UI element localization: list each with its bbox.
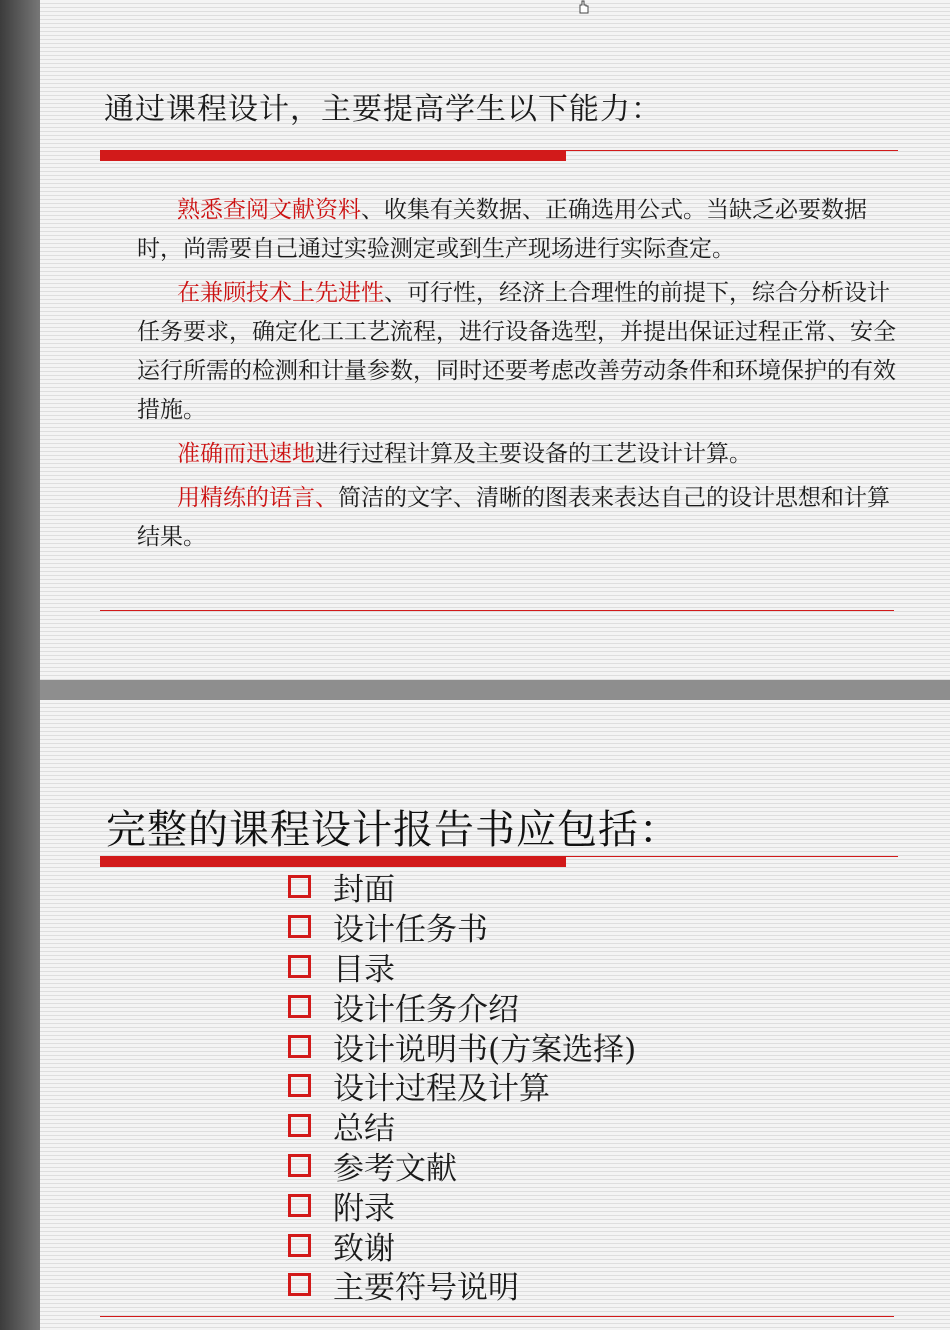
- checkbox-bullet-icon: [288, 1234, 311, 1257]
- paragraph-text: 、收集有关数据、正确选用公式。当缺乏必要数据时，尚需要自己通过实验测定或到生产现场进行实际查定。: [137, 197, 867, 262]
- list-item-label: 设计任务书: [333, 912, 488, 949]
- list-item: [288, 1066, 636, 1106]
- list-item: [288, 1225, 636, 1265]
- list-item-label: 封面: [333, 872, 395, 909]
- bottom-divider: [100, 610, 894, 611]
- highlight-text: 准确而迅速地: [177, 441, 315, 467]
- title-underline-thin: [566, 856, 898, 857]
- list-item: [288, 907, 636, 947]
- paragraph: [137, 191, 911, 269]
- list-item: [288, 986, 636, 1026]
- checkbox-bullet-icon: [288, 1035, 311, 1058]
- list-item: [288, 1265, 636, 1305]
- slide-title: 通过课程设计，主要提高学生以下能力：: [104, 92, 662, 127]
- list-item: [288, 1106, 636, 1146]
- paragraph: [137, 274, 911, 430]
- list-item: [288, 1026, 636, 1066]
- paragraph-text: 进行过程计算及主要设备的工艺设计计算。: [315, 441, 752, 467]
- list-item: [288, 1146, 636, 1186]
- checkbox-bullet-icon: [288, 915, 311, 938]
- highlight-text: 在兼顾技术上先进性: [177, 280, 384, 306]
- list-item: [288, 1185, 636, 1225]
- list-item-label: 目录: [333, 952, 395, 988]
- slide-report-contents: [40, 700, 950, 1330]
- list-item-label: 致谢: [333, 1230, 395, 1267]
- checkbox-bullet-icon: [288, 1074, 311, 1097]
- bottom-divider: [100, 1316, 894, 1317]
- paragraph-text: 简洁的文字、清晰的图表来表达自己的设计思想和计算结果。: [137, 485, 890, 550]
- slide-title: 完整的课程设计报告书应包括：: [106, 807, 680, 853]
- highlight-text: 用精练的语言、: [177, 485, 338, 511]
- title-underline-thick: [100, 150, 566, 161]
- slide-abilities: [40, 0, 950, 680]
- list-item-label: 总结: [333, 1111, 395, 1148]
- list-item-label: 设计说明书(方案选择): [333, 1031, 637, 1068]
- paragraph: [137, 479, 911, 557]
- checkbox-bullet-icon: [288, 995, 311, 1018]
- contents-list: [288, 867, 636, 1305]
- checkbox-bullet-icon: [288, 1154, 311, 1177]
- paragraph: [137, 435, 911, 474]
- highlight-text: 熟悉查阅文献资料: [177, 197, 361, 223]
- paragraph-text: 、可行性，经济上合理性的前提下，综合分析设计任务要求，确定化工工艺流程，进行设备选型，并提出保证过程正常、安全运行所需的检测和计量参数，同时还要考虑改善劳动条件和环境保护的有效措施。: [137, 280, 896, 423]
- checkbox-bullet-icon: [288, 1114, 311, 1137]
- checkbox-bullet-icon: [288, 955, 311, 978]
- list-item-label: 设计过程及计算: [333, 1071, 550, 1108]
- left-dark-strip: [0, 0, 40, 1330]
- list-item-label: 设计任务介绍: [333, 991, 519, 1028]
- hand-cursor-icon: [576, 0, 592, 14]
- list-item-label: 附录: [333, 1190, 395, 1227]
- checkbox-bullet-icon: [288, 1273, 311, 1296]
- list-item: [288, 947, 636, 987]
- list-item: [288, 867, 636, 907]
- abilities-text: [137, 191, 911, 557]
- checkbox-bullet-icon: [288, 875, 311, 898]
- checkbox-bullet-icon: [288, 1194, 311, 1217]
- list-item-label: 参考文献: [333, 1150, 457, 1187]
- title-underline-thin: [566, 150, 898, 151]
- list-item-label: 主要符号说明: [333, 1270, 519, 1307]
